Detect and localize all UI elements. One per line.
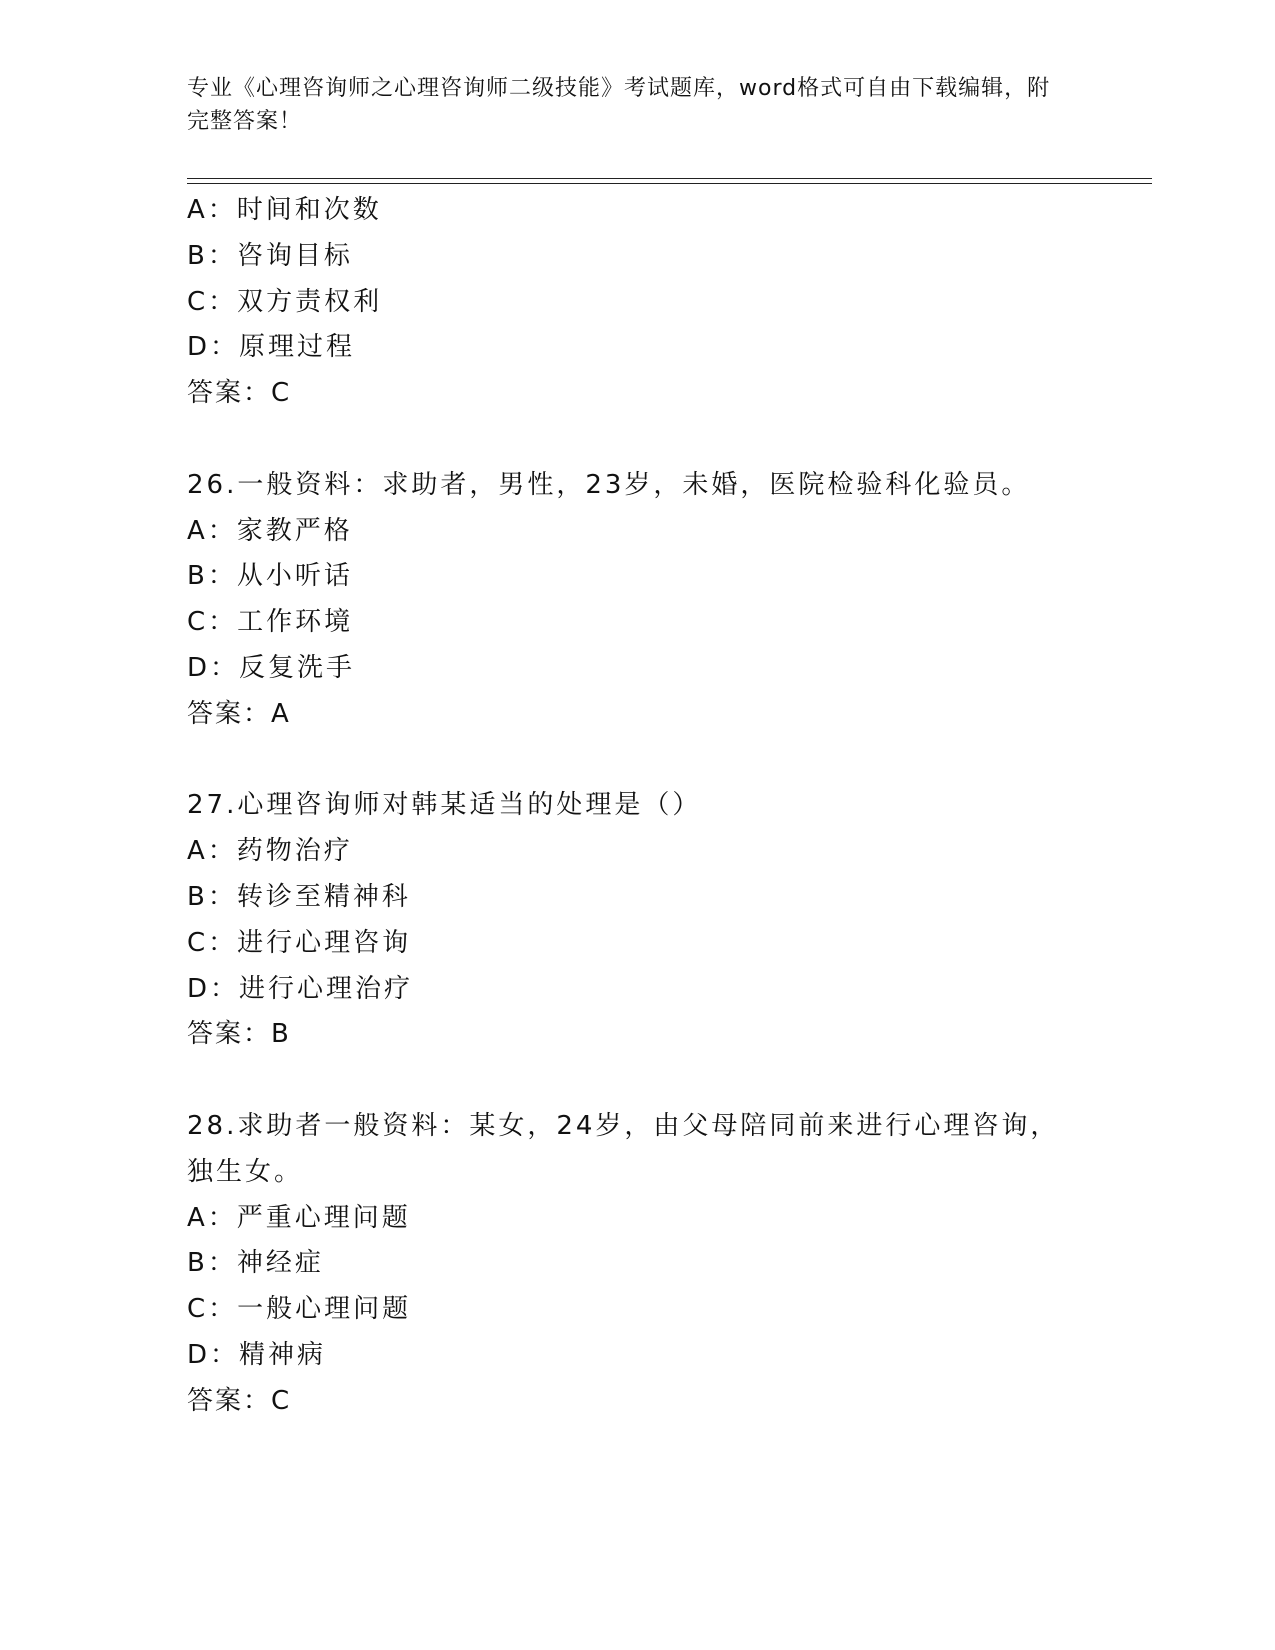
option-d: D：反复洗手 xyxy=(187,652,356,683)
page-header: 专业《心理咨询师之心理咨询师二级技能》考试题库，word格式可自由下载编辑，附完整答案！ xyxy=(187,76,1051,134)
option-d: D：原理过程 xyxy=(187,332,356,363)
question-block-26 xyxy=(187,463,1087,738)
option-a: A：时间和次数 xyxy=(187,195,382,225)
question-block-27 xyxy=(187,783,1087,1058)
question-text: 27.心理咨询师对韩某适当的处理是（） xyxy=(187,790,702,821)
option-c: C：工作环境 xyxy=(187,607,354,638)
option-a: A：家教严格 xyxy=(187,515,353,546)
answer-line: 答案：A xyxy=(187,698,291,729)
answer-line: 答案：C xyxy=(187,1385,292,1416)
option-c: C：进行心理咨询 xyxy=(187,927,412,958)
option-a: A：药物治疗 xyxy=(187,836,353,867)
answer-line: 答案：B xyxy=(187,1019,291,1050)
spacer xyxy=(187,1058,1087,1104)
answer-line: 答案：C xyxy=(187,378,292,409)
question-list xyxy=(187,188,1087,1425)
option-d: D：精神病 xyxy=(187,1339,327,1370)
header-divider-top xyxy=(187,178,1152,179)
option-b: B：从小听话 xyxy=(187,561,353,592)
spacer xyxy=(187,738,1087,784)
question-text: 26.一般资料：求助者，男性，23岁，未婚，医院检验科化验员。 xyxy=(187,469,1031,500)
option-c: C：双方责权利 xyxy=(187,286,383,317)
option-d: D：进行心理治疗 xyxy=(187,973,414,1004)
option-b: B：转诊至精神科 xyxy=(187,881,411,912)
question-block-28 xyxy=(187,1104,1087,1425)
spacer xyxy=(187,417,1087,463)
option-c: C：一般心理问题 xyxy=(187,1294,412,1325)
option-a: A：严重心理问题 xyxy=(187,1202,411,1233)
option-b: B：神经症 xyxy=(187,1248,324,1279)
question-block-25 xyxy=(187,188,1087,417)
option-b: B：咨询目标 xyxy=(187,240,353,271)
header-divider-bottom xyxy=(187,183,1152,184)
question-text: 28.求助者一般资料：某女，24岁，由父母陪同前来进行心理咨询，独生女。 xyxy=(187,1110,1060,1187)
